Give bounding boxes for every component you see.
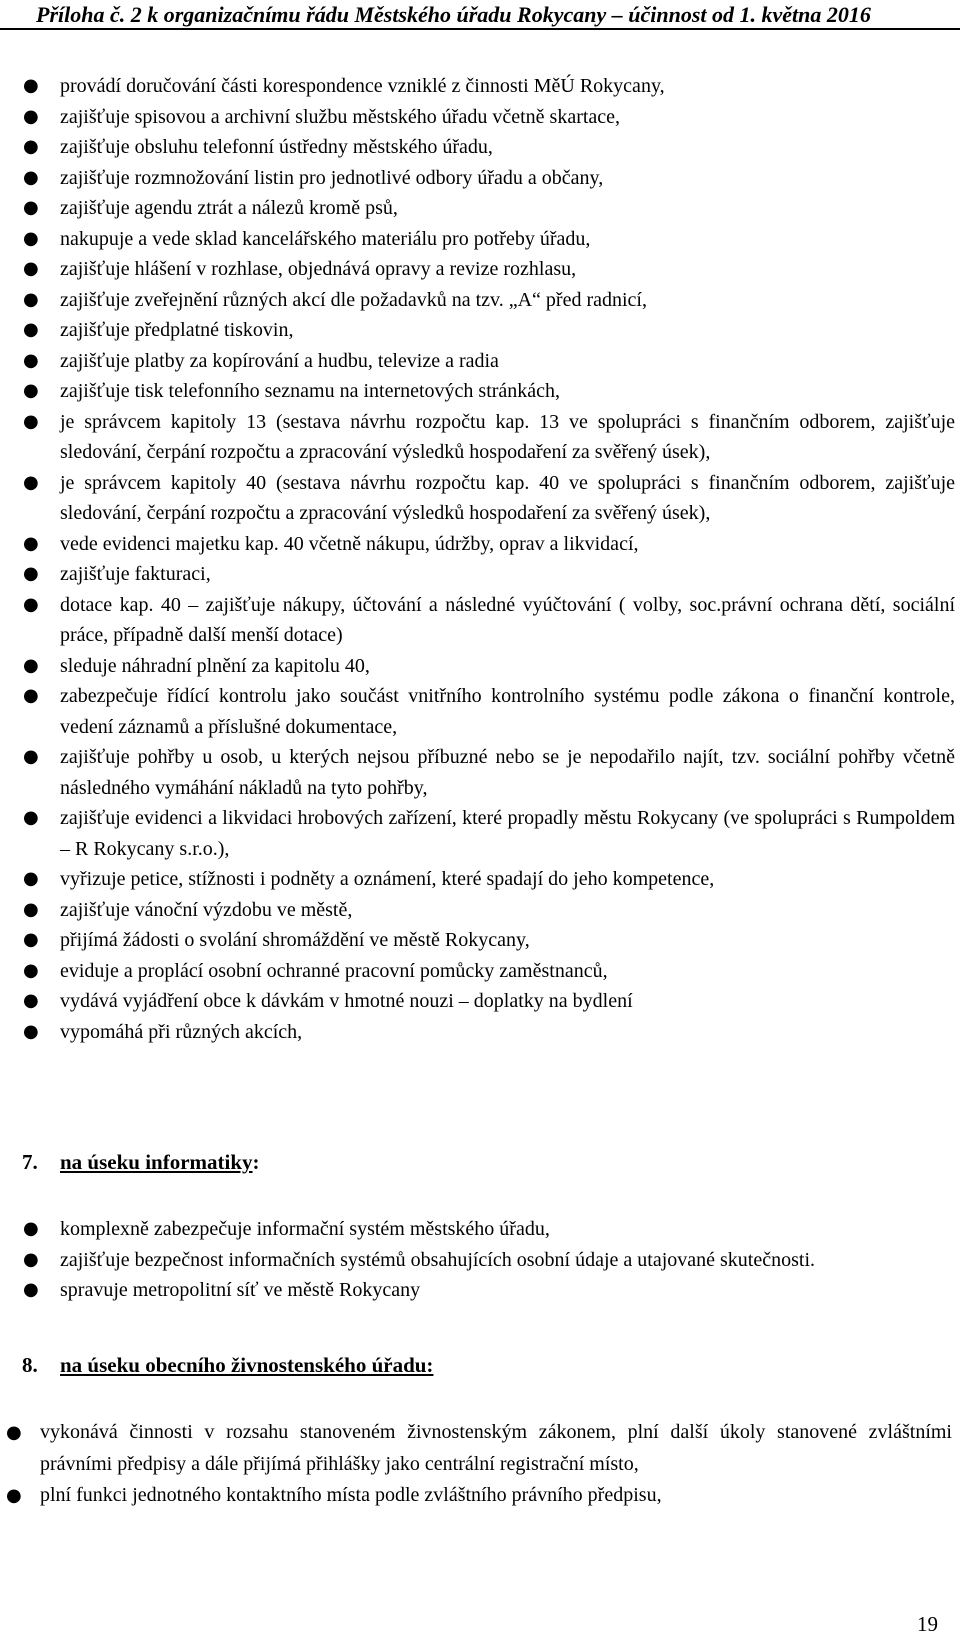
duties-list bbox=[23, 71, 955, 1047]
list-item-text: zajišťuje tisk telefonního seznamu na internetových stránkách, bbox=[60, 380, 561, 402]
header-rule bbox=[0, 28, 960, 30]
list-item-text: zajišťuje fakturaci, bbox=[60, 563, 211, 585]
bullet-icon: ● bbox=[23, 563, 39, 584]
bullet-icon: ● bbox=[23, 593, 39, 615]
list-item-text: přijímá žádosti o svolání shromáždění ve městě Rokycany, bbox=[60, 929, 530, 951]
bullet-icon: ● bbox=[23, 197, 39, 218]
informatics-duties-list bbox=[23, 1214, 955, 1306]
bullet-icon: ● bbox=[23, 1020, 39, 1042]
section-title: na úseku obecního živnostenského úřadu: bbox=[60, 1353, 434, 1377]
bullet-icon: ● bbox=[23, 410, 39, 432]
bullet-icon: ● bbox=[23, 258, 39, 279]
list-item-text: zajišťuje agendu ztrát a nálezů kromě psů, bbox=[60, 197, 398, 219]
bullet-icon: ● bbox=[23, 685, 39, 706]
section-8-heading bbox=[22, 1350, 433, 1380]
list-item bbox=[23, 1214, 955, 1245]
list-item bbox=[23, 315, 955, 346]
list-item-text: zajišťuje vánoční výzdobu ve městě, bbox=[60, 898, 353, 921]
list-item-text: zajišťuje pohřby u osob, u kterých nejsou příbuzné nebo se je nepodařilo najít, tzv. sociální pohřby včetně následného vymáhání nákladů na tyto pohřby, bbox=[60, 746, 955, 799]
list-item bbox=[23, 651, 955, 682]
list-item-text: vede evidenci majetku kap. 40 včetně nákupu, údržby, oprav a likvidací, bbox=[60, 532, 639, 555]
list-item-text: spravuje metropolitní síť ve městě Rokycany bbox=[60, 1279, 421, 1301]
trade-office-duties-list bbox=[6, 1417, 952, 1512]
list-item-text: zajišťuje hlášení v rozhlase, objednává opravy a revize rozhlasu, bbox=[60, 258, 577, 280]
list-item bbox=[23, 925, 955, 956]
list-item-text: zajišťuje bezpečnost informačních systémů obsahujících osobní údaje a utajované skutečnosti. bbox=[60, 1248, 815, 1271]
list-item bbox=[23, 895, 955, 926]
bullet-icon: ● bbox=[23, 75, 39, 96]
list-item bbox=[23, 590, 955, 651]
bullet-icon: ● bbox=[23, 105, 39, 127]
list-item bbox=[23, 559, 955, 590]
section-7-heading bbox=[22, 1147, 260, 1177]
list-item bbox=[23, 407, 955, 468]
list-item bbox=[23, 864, 955, 895]
bullet-icon: ● bbox=[23, 532, 39, 554]
list-item-text: zajišťuje platby za kopírování a hudbu, televize a radia bbox=[60, 349, 499, 372]
list-item bbox=[23, 529, 955, 560]
list-item bbox=[23, 224, 955, 255]
list-item-text: vyřizuje petice, stížnosti i podněty a oznámení, které spadají do jeho kompetence, bbox=[60, 868, 715, 890]
list-item bbox=[23, 468, 955, 529]
page-header: Příloha č. 2 k organizačnímu řádu Městského úřadu Rokycany – účinnost od 1. května 2016 bbox=[36, 2, 871, 27]
list-item bbox=[23, 742, 955, 803]
list-item-text: dotace kap. 40 – zajišťuje nákupy, účtování a následné vyúčtování ( volby, soc.právní ochrana dětí, sociální práce, případně další menší dotace) bbox=[60, 593, 955, 646]
bullet-icon: ● bbox=[23, 380, 39, 401]
list-item-text: je správcem kapitoly 13 (sestava návrhu rozpočtu kap. 13 ve spolupráci s finančním odborem, zajišťuje sledování, čerpání rozpočtu a zpracování výsledků hospodaření za svěřený úsek), bbox=[60, 410, 955, 463]
list-item-text: zajišťuje spisovou a archivní službu městského úřadu včetně skartace, bbox=[60, 105, 621, 128]
list-item bbox=[23, 1245, 955, 1276]
list-item bbox=[23, 376, 955, 407]
list-item bbox=[23, 193, 955, 224]
list-item bbox=[23, 102, 955, 133]
bullet-icon: ● bbox=[23, 654, 39, 676]
list-item-text: zajišťuje evidenci a likvidaci hrobových zařízení, které propadly městu Rokycany (ve spolupráci s Rumpoldem – R Rokycany s.r.o.), bbox=[60, 807, 955, 860]
section-title: na úseku informatiky bbox=[60, 1150, 253, 1174]
section-number: 7. bbox=[22, 1150, 38, 1174]
section-title-suffix: : bbox=[252, 1150, 260, 1174]
list-item bbox=[23, 1017, 955, 1048]
list-item-text: komplexně zabezpečuje informační systém městského úřadu, bbox=[60, 1218, 550, 1240]
list-item-text: zajišťuje zveřejnění různých akcí dle požadavků na tzv. „A“ před radnicí, bbox=[60, 288, 647, 311]
list-item-text: eviduje a proplácí osobní ochranné pracovní pomůcky zaměstnanců, bbox=[60, 959, 608, 982]
section-number: 8. bbox=[22, 1353, 38, 1377]
list-item bbox=[23, 1275, 955, 1306]
list-item-text: zajišťuje rozmnožování listin pro jednotlivé odbory úřadu a občany, bbox=[60, 166, 604, 189]
list-item-text: provádí doručování části korespondence vzniklé z činnosti MěÚ Rokycany, bbox=[60, 75, 665, 97]
bullet-icon: ● bbox=[23, 959, 39, 981]
list-item bbox=[23, 346, 955, 377]
bullet-icon: ● bbox=[23, 898, 39, 920]
list-item bbox=[23, 254, 955, 285]
bullet-icon: ● bbox=[23, 990, 39, 1011]
list-item bbox=[23, 71, 955, 102]
bullet-icon: ● bbox=[23, 746, 39, 767]
list-item-text: zabezpečuje řídící kontrolu jako součást vnitřního kontrolního systému podle zákona o finanční kontrole, vedení záznamů a příslušné dokumentace, bbox=[60, 685, 955, 738]
bullet-icon: ● bbox=[23, 136, 39, 157]
bullet-icon: ● bbox=[23, 166, 39, 188]
bullet-icon: ● bbox=[23, 1248, 39, 1270]
bullet-icon: ● bbox=[6, 1422, 22, 1443]
list-item bbox=[23, 681, 955, 742]
bullet-icon: ● bbox=[23, 868, 39, 889]
list-item bbox=[23, 956, 955, 987]
list-item-text: vypomáhá při různých akcích, bbox=[60, 1020, 303, 1043]
list-item bbox=[23, 163, 955, 194]
list-item-text: nakupuje a vede sklad kancelářského materiálu pro potřeby úřadu, bbox=[60, 227, 591, 250]
list-item bbox=[23, 285, 955, 316]
bullet-icon: ● bbox=[6, 1485, 22, 1506]
bullet-icon: ● bbox=[23, 471, 39, 493]
list-item bbox=[6, 1480, 952, 1512]
list-item-text: vydává vyjádření obce k dávkám v hmotné nouzi – doplatky na bydlení bbox=[60, 990, 633, 1012]
list-item-text: plní funkci jednotného kontaktního místa podle zvláštního právního předpisu, bbox=[40, 1484, 662, 1506]
list-item-text: sleduje náhradní plnění za kapitolu 40, bbox=[60, 654, 370, 677]
list-item-text: zajišťuje obsluhu telefonní ústředny městského úřadu, bbox=[60, 136, 493, 158]
bullet-icon: ● bbox=[23, 319, 39, 340]
bullet-icon: ● bbox=[23, 227, 39, 249]
bullet-icon: ● bbox=[23, 1218, 39, 1239]
list-item-text: zajišťuje předplatné tiskovin, bbox=[60, 319, 294, 341]
list-item-text: je správcem kapitoly 40 (sestava návrhu rozpočtu kap. 40 ve spolupráci s finančním odborem, zajišťuje sledování, čerpání rozpočtu a zpracování výsledků hospodaření za svěřený úsek), bbox=[60, 471, 955, 524]
bullet-icon: ● bbox=[23, 288, 39, 310]
bullet-icon: ● bbox=[23, 349, 39, 371]
page-number: 19 bbox=[917, 1612, 938, 1636]
bullet-icon: ● bbox=[23, 807, 39, 828]
list-item bbox=[6, 1417, 952, 1480]
list-item bbox=[23, 986, 955, 1017]
list-item bbox=[23, 803, 955, 864]
bullet-icon: ● bbox=[23, 929, 39, 950]
list-item-text: vykonává činnosti v rozsahu stanoveném živnostenským zákonem, plní další úkoly stanovené zvláštními právními předpisy a dále přijímá přihlášky jako centrální registrační místo, bbox=[40, 1421, 952, 1475]
list-item bbox=[23, 132, 955, 163]
bullet-icon: ● bbox=[23, 1279, 39, 1300]
